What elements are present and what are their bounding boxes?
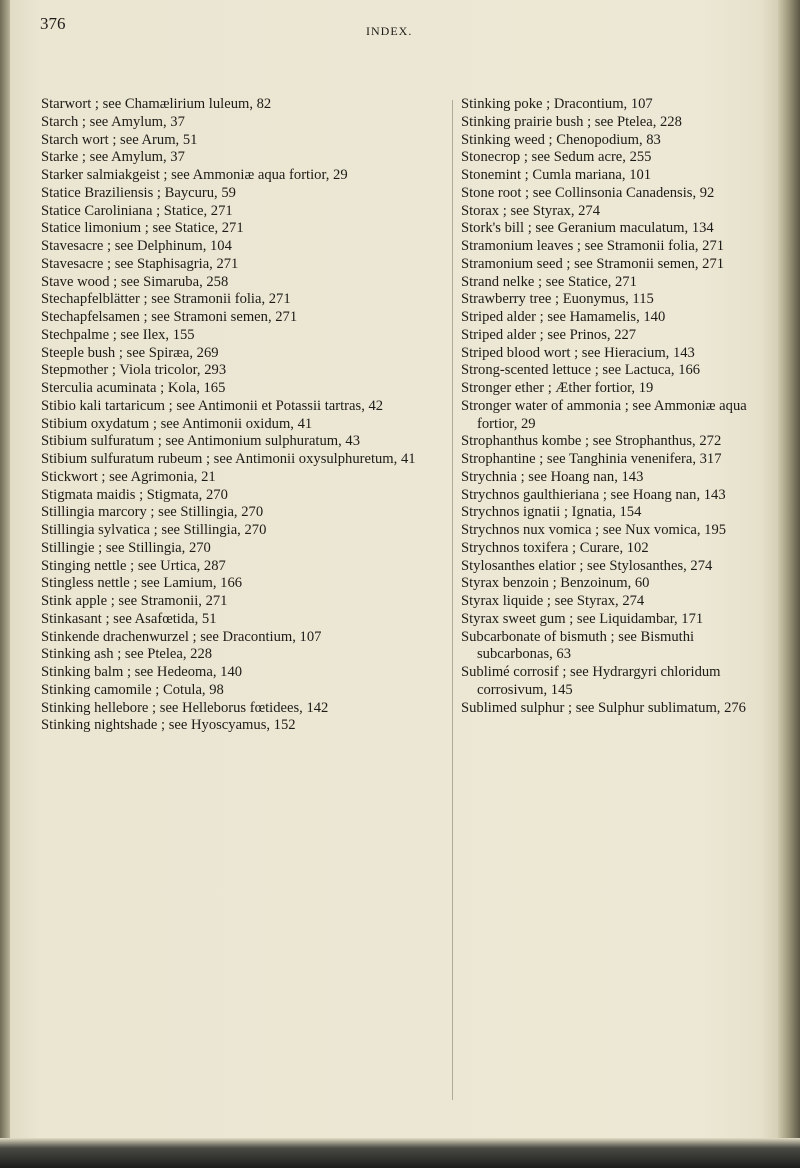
index-entry: Starch wort ; see Arum, 51: [41, 131, 198, 148]
index-entry: Stinking weed ; Chenopodium, 83: [461, 131, 661, 148]
index-entry: Stechpalme ; see Ilex, 155: [41, 326, 195, 343]
index-entry: Stingless nettle ; see Lamium, 166: [41, 575, 243, 592]
index-entry: Steeple bush ; see Spiræa, 269: [41, 344, 219, 361]
index-entry: Stork's bill ; see Geranium maculatum, 134: [461, 220, 714, 237]
index-entry: Stibium sulfuratum ; see Antimonium sulphuratum, 43: [41, 433, 361, 450]
index-entry: Stillingia sylvatica ; see Stillingia, 270: [41, 522, 267, 538]
index-entry: Stonecrop ; see Sedum acre, 255: [461, 149, 652, 166]
index-entry: Stinking balm ; see Hedeoma, 140: [41, 664, 243, 680]
index-entry: Stechapfelblätter ; see Stramonii folia, 271: [41, 291, 291, 308]
index-entry: Strawberry tree ; Euonymus, 115: [461, 291, 654, 308]
index-entry: Sublimed sulphur ; see Sulphur sublimatum, 276: [461, 699, 746, 716]
index-entry: Styrax liquide ; see Styrax, 274: [461, 593, 645, 609]
index-entry: Stinking prairie bush ; see Ptelea, 228: [461, 113, 682, 130]
index-entry: Stronger ether ; Æther fortior, 19: [461, 380, 654, 396]
scan-bottom-edge: [0, 1138, 800, 1168]
index-entry: Stickwort ; see Agrimonia, 21: [41, 468, 216, 485]
index-entry: Strychnia ; see Hoang nan, 143: [461, 468, 644, 485]
index-entry: Strophantine ; see Tanghinia venenifera, 317: [461, 451, 722, 467]
index-entry: Starch ; see Amylum, 37: [41, 113, 185, 130]
index-entry: Stepmother ; Viola tricolor, 293: [41, 362, 227, 379]
running-head: INDEX.: [366, 24, 413, 38]
index-entry: Stone root ; see Collinsonia Canadensis, 92: [461, 184, 715, 201]
index-entry: Stinking camomile ; Cotula, 98: [41, 681, 224, 698]
index-entry: Styrax sweet gum ; see Liquidambar, 171: [461, 610, 704, 627]
column-divider: [452, 100, 453, 1100]
index-entry: Striped alder ; see Prinos, 227: [461, 326, 637, 343]
index-entry: Strophanthus kombe ; see Strophanthus, 272: [461, 433, 722, 450]
index-entry: Stillingia marcory ; see Stillingia, 270: [41, 504, 264, 521]
index-column-right: [461, 96, 767, 717]
index-entry: Starke ; see Amylum, 37: [41, 149, 185, 166]
index-entry: Stibio kali tartaricum ; see Antimonii et Potassii tartras, 42: [41, 397, 384, 414]
page-number: 376: [40, 14, 66, 33]
index-entry: Stramonium leaves ; see Stramonii folia, 271: [461, 238, 725, 254]
index-entry: Stibium oxydatum ; see Antimonii oxidum, 41: [41, 415, 313, 432]
index-entry: Sublimé corrosif ; see Hydrargyri chloridum corrosivum, 145: [461, 664, 721, 698]
index-entry: Statice Braziliensis ; Baycuru, 59: [41, 184, 236, 201]
index-entry: Strong-scented lettuce ; see Lactuca, 166: [461, 362, 701, 379]
index-entry: Stronger water of ammonia ; see Ammoniæ aqua fortior, 29: [461, 397, 747, 432]
index-entry: Stink apple ; see Stramonii, 271: [41, 593, 228, 609]
index-entry: Stinging nettle ; see Urtica, 287: [41, 557, 226, 574]
index-entry: Strand nelke ; see Statice, 271: [461, 273, 637, 290]
index-entry: Strychnos ignatii ; Ignatia, 154: [461, 504, 642, 521]
page-left-edge: [0, 0, 10, 1168]
index-entry: Strychnos toxifera ; Curare, 102: [461, 539, 649, 556]
index-entry: Strychnos gaulthieriana ; see Hoang nan, 143: [461, 486, 726, 503]
page-right-edge: [778, 0, 800, 1168]
index-entry: Striped blood wort ; see Hieracium, 143: [461, 344, 695, 361]
index-entry: Statice Caroliniana ; Statice, 271: [41, 202, 233, 219]
index-entry: Stavesacre ; see Delphinum, 104: [41, 238, 232, 254]
index-entry: Stigmata maidis ; Stigmata, 270: [41, 486, 228, 503]
index-entry: Stavesacre ; see Staphisagria, 271: [41, 255, 239, 272]
index-entry: Subcarbonate of bismuth ; see Bismuthi subcarbonas, 63: [461, 628, 695, 663]
index-entry: Stinkasant ; see Asafœtida, 51: [41, 610, 217, 627]
index-entry: Stinking poke ; Dracontium, 107: [461, 96, 653, 112]
index-entry: Stave wood ; see Simaruba, 258: [41, 273, 229, 290]
index-entry: Stinking hellebore ; see Helleborus fœtidees, 142: [41, 699, 329, 716]
index-entry: Stechapfelsamen ; see Stramoni semen, 271: [41, 309, 298, 325]
index-column-left: [41, 96, 436, 735]
index-entry: Storax ; see Styrax, 274: [461, 202, 601, 219]
index-entry: Styrax benzoin ; Benzoinum, 60: [461, 575, 650, 592]
index-entry: Stinkende drachenwurzel ; see Dracontium, 107: [41, 628, 322, 645]
index-entry: Starwort ; see Chamælirium luleum, 82: [41, 96, 272, 112]
index-entry: Stonemint ; Cumla mariana, 101: [461, 167, 652, 183]
index-entry: Stinking nightshade ; see Hyoscyamus, 152: [41, 717, 296, 734]
index-entry: Striped alder ; see Hamamelis, 140: [461, 309, 666, 325]
index-entry: Sterculia acuminata ; Kola, 165: [41, 380, 226, 396]
index-entry: Strychnos nux vomica ; see Nux vomica, 195: [461, 522, 727, 538]
index-entry: Statice limonium ; see Statice, 271: [41, 220, 244, 237]
index-entry: Stinking ash ; see Ptelea, 228: [41, 646, 213, 663]
index-entry: Stramonium seed ; see Stramonii semen, 271: [461, 255, 725, 272]
index-entry: Stibium sulfuratum rubeum ; see Antimonii oxysulphuretum, 41: [41, 451, 416, 467]
index-entry: Stillingie ; see Stillingia, 270: [41, 539, 211, 556]
index-entry: Stylosanthes elatior ; see Stylosanthes, 274: [461, 557, 713, 574]
index-entry: Starker salmiakgeist ; see Ammoniæ aqua fortior, 29: [41, 167, 348, 183]
